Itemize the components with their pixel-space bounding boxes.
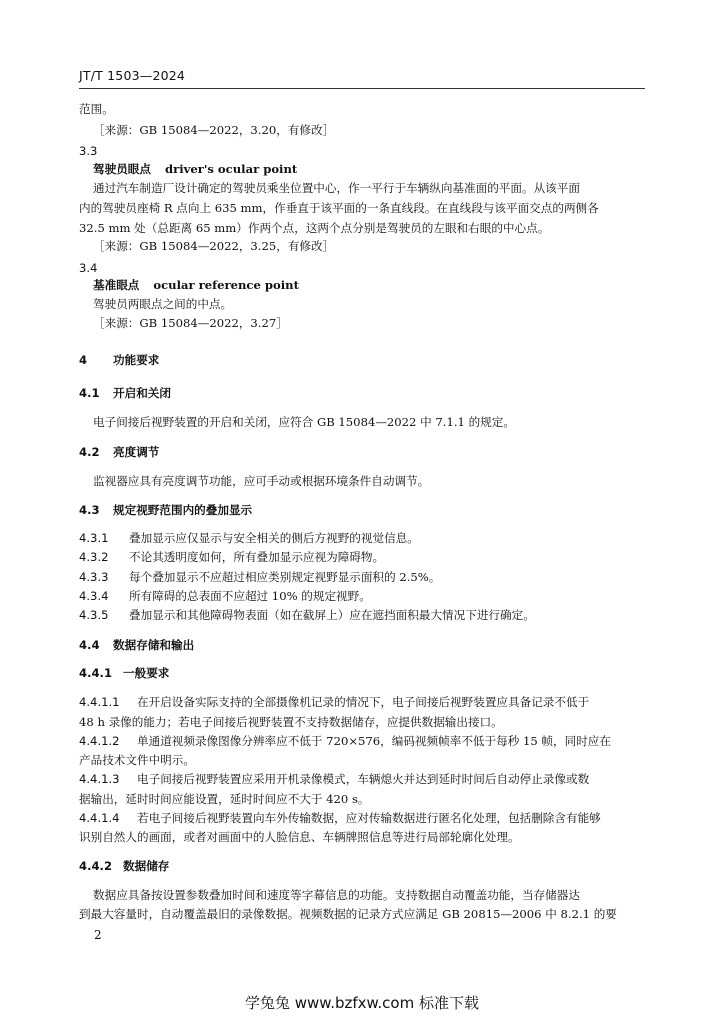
clause-text: 叠加显示应仅显示与安全相关的侧后方视野的视觉信息。 [129,531,419,545]
section-number: 4 [79,353,88,367]
section-title: 规定视野范围内的叠加显示 [113,503,253,517]
clause [79,733,611,749]
clause-text: 单通道视频录像图像分辨率应不低于 720×576，编码视频帧率不低于每秒 15 帧，同时应在 [137,734,611,748]
clause-number: 4.3.1 [79,531,109,545]
paragraph-line: 驾驶员两眼点之间的中点。 [93,297,233,311]
clause-text: 不论其透明度如何，所有叠加显示应视为障碍物。 [129,550,385,564]
paragraph-line: 识别自然人的画面，或者对画面中的人脸信息、车辆牌照信息等进行局部轮廓化处理。 [79,830,520,844]
clause [79,549,384,565]
section-heading [79,637,194,653]
paragraph-line: 32.5 mm 处（总距离 65 mm）作两个点，这两个点分别是驾驶员的左眼和右眼的中心点。 [79,221,550,235]
paragraph-line: 数据应具备按设置参数叠加时间和速度等字幕信息的功能。支持数据自动覆盖功能，当存储器达 [93,888,580,902]
section-title: 数据储存 [123,859,170,873]
clause [79,810,601,826]
section-heading [79,502,252,518]
clause [79,569,440,585]
section-heading [79,444,159,460]
clause-number: 4.4.1.2 [79,734,120,748]
header-rule [79,88,645,89]
section-heading [79,858,169,874]
paragraph-line: 内的驾驶员座椅 R 点向上 635 mm，作垂直于该平面的一条直线段。在直线段与该平面交点的两侧各 [79,201,599,215]
term-title-cn: 驾驶员眼点 [93,162,151,176]
clause-text: 叠加显示和其他障碍物表面（如在截屏上）应在遮挡面积最大情况下进行确定。 [129,608,535,622]
clause-number: 4.4.1.3 [79,772,120,786]
section-title: 一般要求 [123,666,170,680]
section-number: 4.4.2 [79,859,113,873]
source-note: ［来源：GB 15084—2022，3.25，有修改］ [93,239,335,253]
clause-text: 电子间接后视野装置应采用开机录像模式，车辆熄火并达到延时时间后自动停止录像或数 [137,772,590,786]
section-heading [79,385,171,401]
clause [79,694,589,710]
paragraph-line: 据输出，延时时间应能设置，延时时间应不大于 420 s。 [79,792,370,806]
section-number: 4.3 [79,503,100,517]
paragraph-line: 监视器应具有亮度调节功能，应可手动或根据环境条件自动调节。 [93,474,430,488]
clause-text: 在开启设备实际支持的全部摄像机记录的情况下，电子间接后视野装置应具备记录不低于 [137,695,590,709]
clause-number: 4.4.1.4 [79,811,120,825]
term-title-en: driver's ocular point [164,162,298,176]
section-number: 4.4.1 [79,666,113,680]
clause-text: 所有障碍的总表面不应超过 10% 的规定视野。 [129,589,371,603]
clause-number: 4.3.5 [79,608,109,622]
paragraph-line: 48 h 录像的能力；若电子间接后视野装置不支持数据储存，应提供数据输出接口。 [79,715,503,729]
source-note: ［来源：GB 15084—2022，3.27］ [93,316,288,330]
paragraph-line: 通过汽车制造厂设计确定的驾驶员乘坐位置中心，作一平行于车辆纵向基准面的平面。从该平面 [93,181,580,195]
term-title [93,277,299,293]
clause-text: 每个叠加显示不应超过相应类别规定视野显示面积的 2.5%。 [129,570,441,584]
clause-text: 若电子间接后视野装置向车外传输数据，应对传输数据进行匿名化处理，包括删除含有能够 [137,811,601,825]
section-number: 4.1 [79,386,100,400]
source-note: ［来源：GB 15084—2022，3.20，有修改］ [93,123,335,137]
paragraph-line: 电子间接后视野装置的开启和关闭，应符合 GB 15084—2022 中 7.1.1 的规定。 [93,415,515,429]
clause [79,530,419,546]
clause [79,588,371,604]
term-number: 3.3 [79,144,98,158]
paragraph-line: 范围。 [79,102,114,116]
paragraph-line: 产品技术文件中明示。 [79,753,195,767]
clause-number: 4.3.3 [79,570,109,584]
clause-number: 4.4.1.1 [79,695,120,709]
watermark: 学兔兔 www.bzfxw.com 标准下载 [245,994,479,1012]
term-number: 3.4 [79,261,98,275]
clause [79,771,589,787]
paragraph-line: 到最大容量时，自动覆盖最旧的录像数据。视频数据的记录方式应满足 GB 20815—2006 中 8.2.1 的要 [79,907,617,921]
section-heading [79,665,169,681]
clause-number: 4.3.4 [79,589,109,603]
section-heading [79,352,159,368]
section-title: 数据存储和输出 [113,638,195,652]
term-title-cn: 基准眼点 [93,278,140,292]
section-title: 开启和关闭 [113,386,171,400]
standard-id: JT/T 1503—2024 [79,68,186,83]
page-number: 2 [94,928,102,942]
clause-number: 4.3.2 [79,550,109,564]
term-title-en: ocular reference point [153,278,299,292]
term-title [93,161,297,177]
section-number: 4.4 [79,638,100,652]
section-number: 4.2 [79,445,100,459]
section-title: 功能要求 [113,353,160,367]
section-title: 亮度调节 [113,445,160,459]
clause [79,607,535,623]
